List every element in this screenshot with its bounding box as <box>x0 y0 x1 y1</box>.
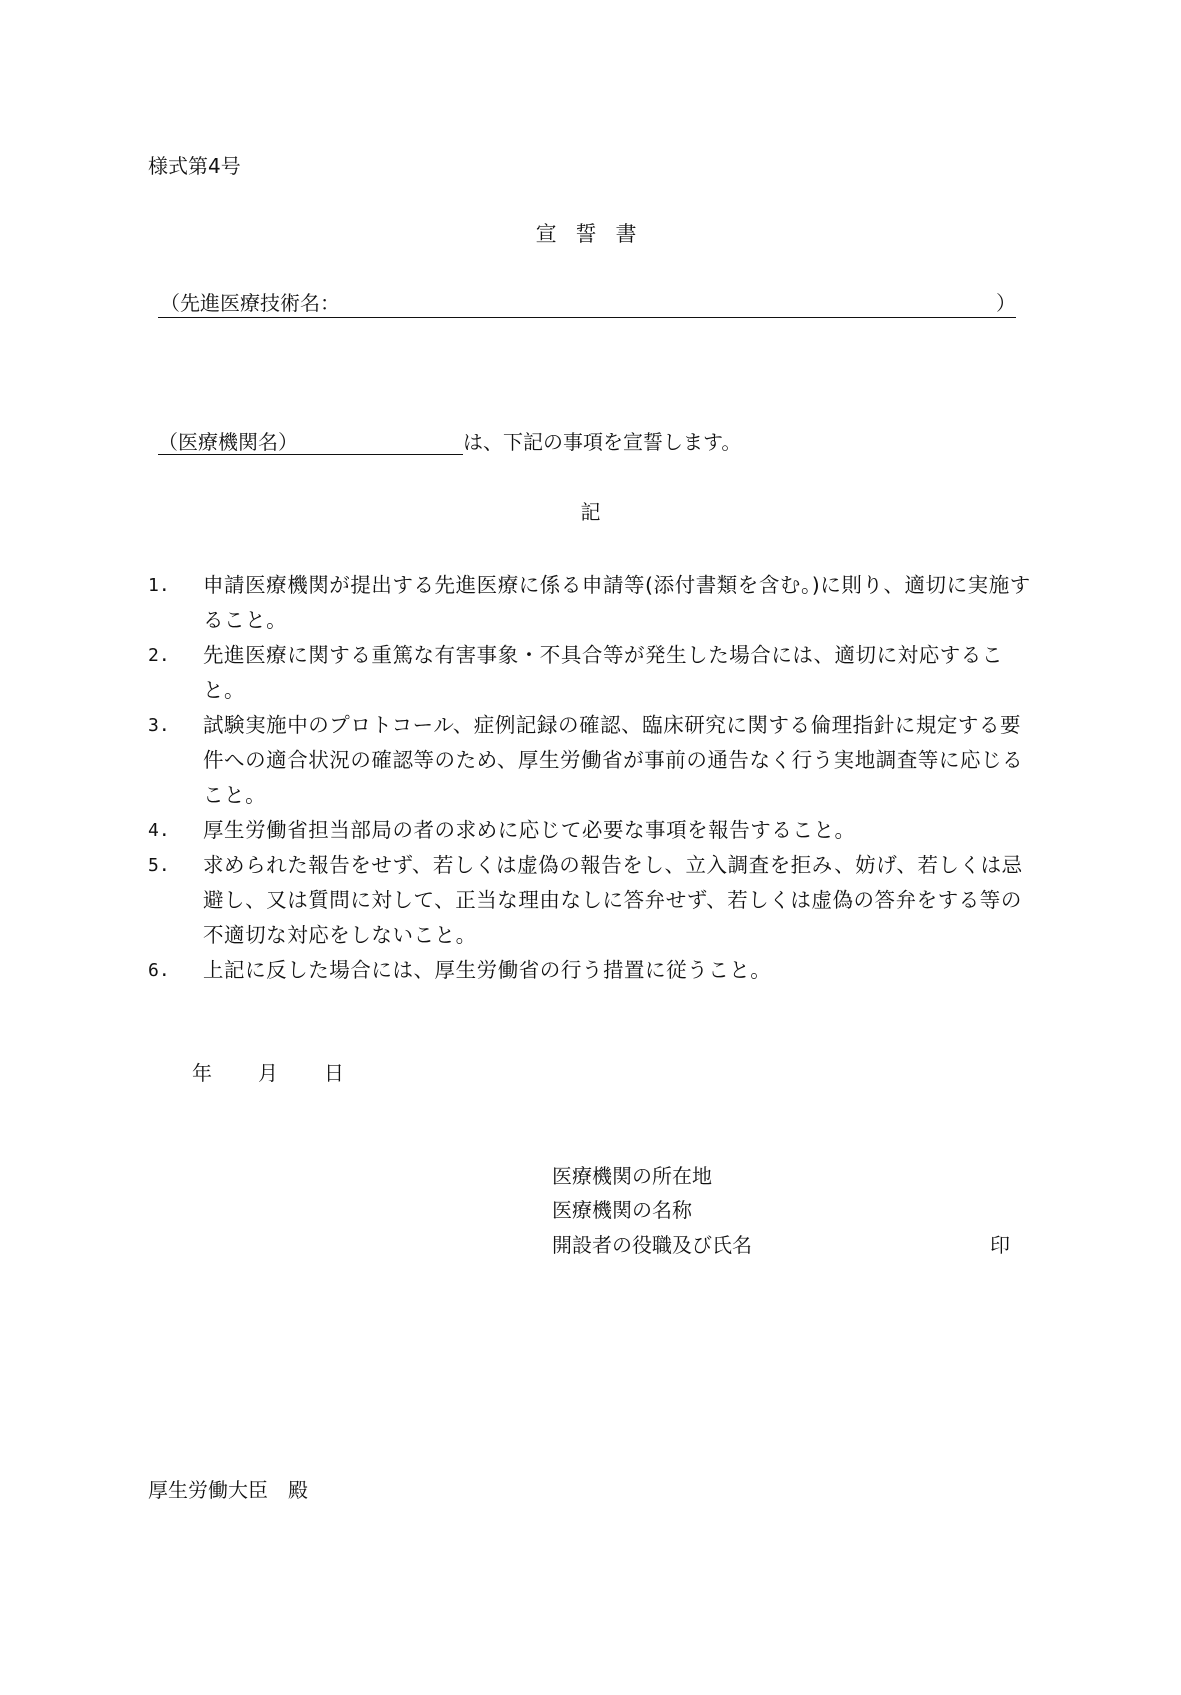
item-number: 1. <box>148 575 170 596</box>
item-number: 3. <box>148 715 170 736</box>
item-text: 先進医療に関する重篤な有害事象・不具合等が発生した場合には、適切に対応すること。 <box>203 643 1003 702</box>
item-text: 申請医療機関が提出する先進医療に係る申請等(添付書類を含む。)に則り、適切に実施すること。 <box>203 573 1031 632</box>
list-item <box>148 568 1038 638</box>
item-number: 5. <box>148 855 170 876</box>
item-number: 6. <box>148 960 170 981</box>
item-text: 試験実施中のプロトコール、症例記録の確認、臨床研究に関する倫理指針に規定する要件への適合状況の確認等のため、厚生労働省が事前の通告なく行う実地調査等に応じること。 <box>203 713 1024 807</box>
founder-title-name-label: 開設者の役職及び氏名 <box>552 1233 752 1257</box>
list-item <box>148 638 1038 708</box>
list-item <box>148 848 1038 953</box>
date-month: 月 <box>258 1061 278 1085</box>
date-year: 年 <box>192 1061 212 1085</box>
institution-declaration <box>158 432 741 455</box>
addressee: 厚生労働大臣 殿 <box>148 1478 308 1502</box>
tech-name-close-paren: ） <box>996 291 1016 315</box>
date-day: 日 <box>324 1061 344 1085</box>
item-text: 上記に反した場合には、厚生労働省の行う措置に従うこと。 <box>203 958 772 982</box>
document-title: 宣誓書 <box>535 222 656 246</box>
item-list <box>148 568 1038 988</box>
list-item <box>148 708 1038 813</box>
list-item <box>148 953 1038 988</box>
institution-name-label-sig: 医療機関の名称 <box>552 1198 692 1222</box>
institution-address-label: 医療機関の所在地 <box>552 1164 712 1188</box>
item-number: 2. <box>148 645 170 666</box>
item-number: 4. <box>148 820 170 841</box>
tech-name-label: （先進医療技術名： <box>160 291 340 315</box>
institution-name-field[interactable] <box>158 432 463 455</box>
tech-name-field[interactable] <box>158 293 1016 318</box>
date-line <box>192 1063 344 1083</box>
seal-mark: 印 <box>990 1233 1010 1257</box>
ki-heading: 記 <box>580 500 601 524</box>
declaration-text: は、下記の事項を宣誓します。 <box>463 430 742 454</box>
list-item <box>148 813 1038 848</box>
item-text: 求められた報告をせず、若しくは虚偽の報告をし、立入調査を拒み、妨げ、若しくは忌避し、又は質問に対して、正当な理由なしに答弁せず、若しくは虚偽の答弁をする等の不適切な対応をしないこと。 <box>203 853 1023 947</box>
institution-name-label: （医療機関名） <box>158 430 298 454</box>
item-text: 厚生労働省担当部局の者の求めに応じて必要な事項を報告すること。 <box>203 818 856 842</box>
form-number: 様式第4号 <box>148 154 241 178</box>
